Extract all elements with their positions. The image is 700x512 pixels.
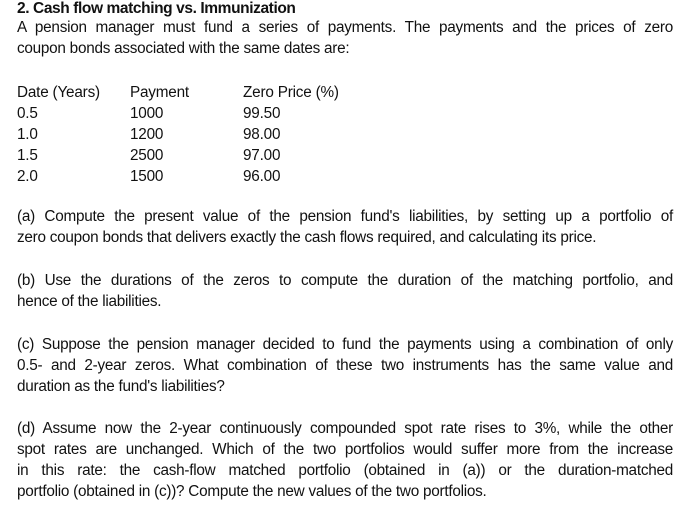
intro-line: A pension manager must fund a series of payments. The payments and the prices of zero [17, 19, 673, 36]
question-line: spot rates are unchanged. Which of the two portfolios would suffer more from the increase [17, 441, 673, 458]
cell-zero-price: 97.00 [243, 147, 281, 164]
question-line: in this rate: the cash-flow matched portfolio (obtained in (a)) or the duration-matched [17, 462, 673, 479]
cell-zero-price: 96.00 [243, 168, 281, 185]
problem-title: 2. Cash flow matching vs. Immunization [17, 0, 296, 17]
cell-date: 1.5 [17, 147, 38, 164]
intro-line: coupon bonds associated with the same dates are: [17, 40, 350, 57]
question-b [17, 270, 673, 312]
question-line: (b) Use the durations of the zeros to compute the duration of the matching portfolio, and [17, 272, 673, 289]
question-c [17, 334, 673, 397]
question-line: hence of the liabilities. [17, 293, 162, 310]
cell-date: 1.0 [17, 126, 38, 143]
question-line: duration as the fund's liabilities? [17, 378, 225, 395]
cell-payment: 1500 [130, 168, 164, 185]
intro-paragraph [17, 17, 673, 59]
question-line: (c) Suppose the pension manager decided to fund the payments using a combination of only [17, 336, 673, 353]
question-line: (a) Compute the present value of the pension fund's liabilities, by setting up a portfolio of [17, 208, 673, 225]
cell-zero-price: 99.50 [243, 105, 281, 122]
question-line: 0.5- and 2-year zeros. What combination of these two instruments has the same value and [17, 357, 673, 374]
header-zero-price: Zero Price (%) [243, 84, 339, 101]
header-date: Date (Years) [17, 84, 100, 101]
cell-payment: 2500 [130, 147, 164, 164]
question-line: (d) Assume now the 2-year continuously compounded spot rate rises to 3%, while the other [17, 420, 673, 437]
question-a [17, 206, 673, 248]
cell-payment: 1200 [130, 126, 164, 143]
header-payment: Payment [130, 84, 189, 101]
cell-payment: 1000 [130, 105, 164, 122]
question-line: portfolio (obtained in (c))? Compute the new values of the two portfolios. [17, 483, 487, 500]
cell-date: 0.5 [17, 105, 38, 122]
cell-date: 2.0 [17, 168, 38, 185]
question-line: zero coupon bonds that delivers exactly the cash flows required, and calculating its price. [17, 229, 597, 246]
cell-zero-price: 98.00 [243, 126, 281, 143]
question-d [17, 418, 673, 502]
